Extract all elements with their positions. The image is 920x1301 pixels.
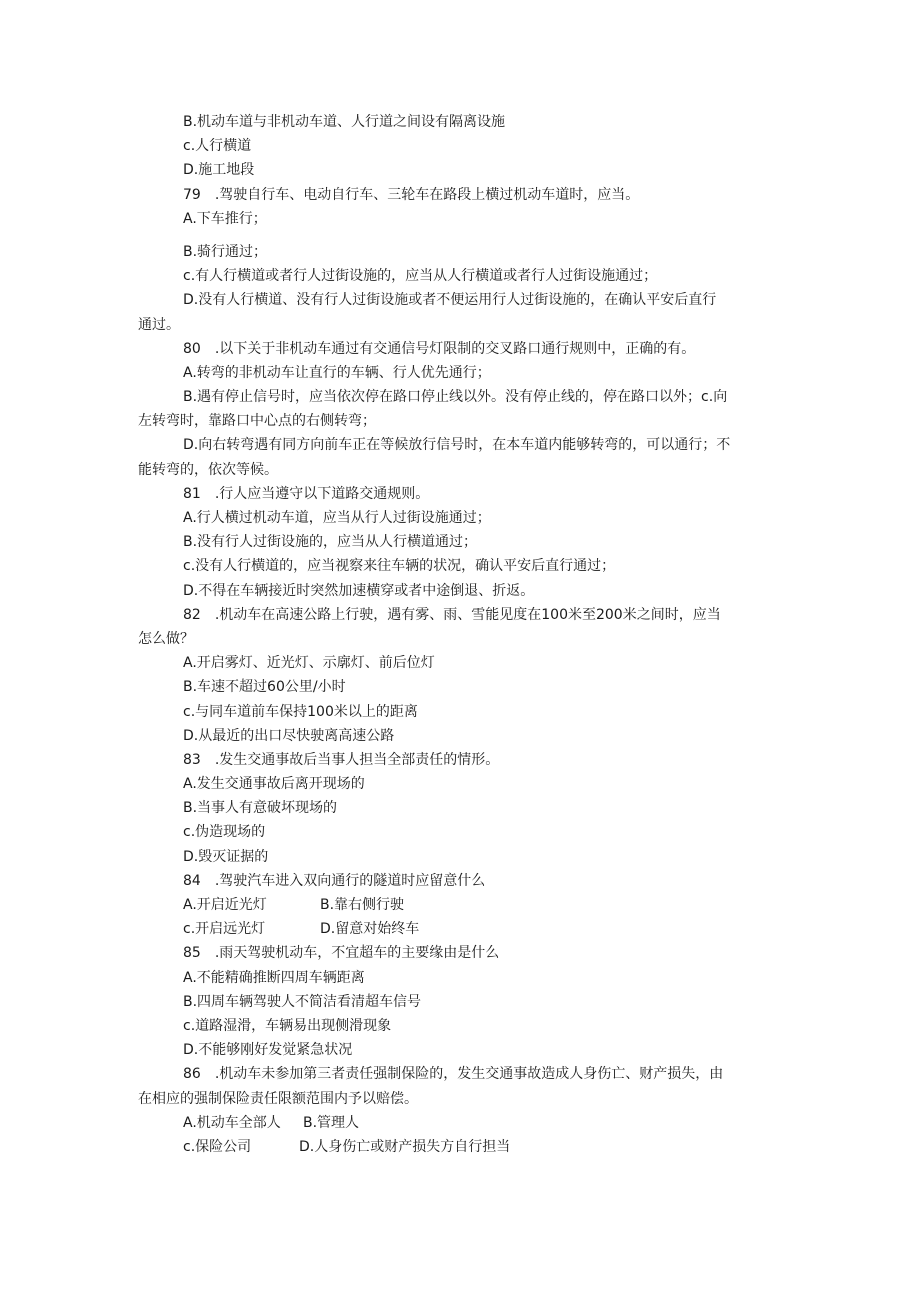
option-c: c.保险公司 [183, 1138, 252, 1155]
text-line: B.车速不超过60公里/小时 [183, 679, 346, 696]
question-80: 80 .以下关于非机动车通过有交通信号灯限制的交叉路口通行规则中，正确的有。 [183, 340, 696, 357]
option-d: D.留意对始终车 [320, 921, 420, 938]
text-line: c.没有人行横道的，应当视察来往车辆的状况，确认平安后直行通过； [183, 558, 616, 575]
text-line: A.不能精确推断四周车辆距离 [183, 969, 365, 986]
text-line: D.不得在车辆接近时突然加速横穿或者中途倒退、折返。 [183, 582, 535, 599]
text-line: c.人行横道 [183, 138, 252, 155]
text-line: D.向右转弯遇有同方向前车正在等候放行信号时，在本车道内能够转弯的，可以通行；不 [183, 437, 731, 454]
text-line: 能转弯的，依次等候。 [138, 461, 278, 478]
text-line: B.四周车辆驾驶人不简洁看清超车信号 [183, 993, 422, 1010]
text-line: 通过。 [138, 316, 180, 333]
question-83: 83 .发生交通事故后当事人担当全部责任的情形。 [183, 751, 500, 768]
text-line: c.有人行横道或者行人过街设施的，应当从人行横道或者行人过街设施通过； [183, 268, 658, 285]
text-line: c.道路湿滑，车辆易出现侧滑现象 [183, 1017, 392, 1034]
text-line: D.施工地段 [183, 162, 255, 179]
text-line: D.没有人行横道、没有行人过街设施或者不便运用行人过街设施的，在确认平安后直行 [183, 292, 717, 309]
question-82: 82 .机动车在高速公路上行驶，遇有雾、雨、雪能见度在100米至200米之间时，应当 [183, 606, 721, 623]
text-line: A.转弯的非机动车让直行的车辆、行人优先通行； [183, 364, 491, 381]
option-c: c.开启远光灯 [183, 921, 266, 938]
document-body [138, 110, 783, 1159]
text-line: A.发生交通事故后离开现场的 [183, 776, 365, 793]
option-row [138, 917, 783, 941]
text-line: 左转弯时，靠路口中心点的右侧转弯； [138, 413, 376, 430]
text-line: B.当事人有意破坏现场的 [183, 800, 338, 817]
option-row [138, 893, 783, 917]
text-line: A.行人横过机动车道，应当从行人过街设施通过； [183, 510, 491, 526]
text-line: c.伪造现场的 [183, 824, 266, 841]
text-line: 怎么做？ [138, 630, 194, 647]
text-line: 在相应的强制保险责任限额范围内予以赔偿。 [138, 1090, 418, 1107]
text-line: B.机动车道与非机动车道、人行道之间设有隔离设施 [183, 114, 506, 130]
text-line: D.毁灭证据的 [183, 848, 269, 865]
option-a: A.开启近光灯 [183, 897, 267, 913]
option-b: B.靠右侧行驶 [320, 897, 405, 913]
option-row [138, 1111, 783, 1135]
text-line: B.没有行人过街设施的，应当从人行横道通过； [183, 534, 478, 551]
question-81: 81 .行人应当遵守以下道路交通规则。 [183, 485, 430, 502]
question-79: 79 .驾驶自行车、电动自行车、三轮车在路段上横过机动车道时，应当。 [183, 186, 640, 203]
option-d: D.人身伤亡或财产损失方自行担当 [299, 1138, 511, 1155]
option-b: B.管理人 [303, 1114, 360, 1131]
option-a: A.机动车全部人 [183, 1114, 281, 1131]
question-84: 84 .驾驶汽车进入双向通行的隧道时应留意什么 [183, 872, 486, 889]
question-86: 86 .机动车未参加第三者责任强制保险的，发生交通事故造成人身伤亡、财产损失，由 [183, 1066, 724, 1083]
option-row [138, 1135, 783, 1159]
text-line: B.遇有停止信号时，应当依次停在路口停止线以外。没有停止线的，停在路口以外；c.向 [183, 389, 728, 406]
text-line: c.与同车道前车保持100米以上的距离 [183, 703, 418, 720]
question-85: 85 .雨天驾驶机动车，不宜超车的主要缘由是什么 [183, 945, 500, 962]
text-line: B.骑行通过； [183, 243, 268, 260]
text-line: A.下车推行； [183, 210, 267, 227]
text-line: D.从最近的出口尽快驶离高速公路 [183, 727, 395, 744]
text-line: A.开启雾灯、近光灯、示廓灯、前后位灯 [183, 655, 435, 672]
text-line: D.不能够刚好发觉紧急状况 [183, 1042, 353, 1059]
